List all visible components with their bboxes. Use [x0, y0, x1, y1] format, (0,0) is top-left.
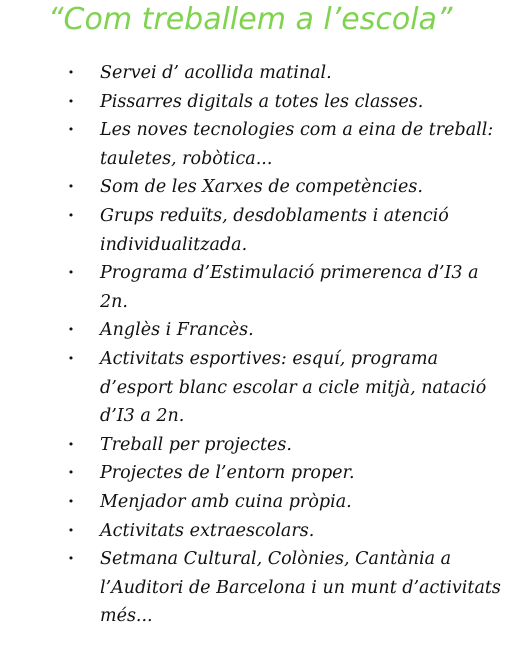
page-title: “Com treballem a l’escola”	[48, 2, 453, 37]
list-item	[64, 116, 504, 173]
list-item-text: Anglès i Francès.	[100, 320, 254, 341]
bullet-icon: •	[67, 94, 75, 108]
list-item-text: Activitats esportives: esquí, programa d’esport blanc escolar a cicle mitjà, natació d’I3 a 2n.	[100, 348, 487, 427]
bullet-list	[64, 59, 504, 631]
bullet-icon: •	[67, 180, 75, 194]
list-item	[64, 202, 504, 259]
bullet-icon: •	[67, 494, 75, 508]
list-item	[64, 259, 504, 316]
bullet-icon: •	[67, 123, 75, 137]
list-item-text: Projectes de l’entorn proper.	[100, 463, 355, 484]
list-item-text: Les noves tecnologies com a eina de treball: tauletes, robòtica...	[100, 120, 494, 169]
list-item-text: Grups reduïts, desdoblaments i atenció individualitzada.	[100, 205, 449, 255]
list-item-text: Setmana Cultural, Colònies, Cantània a l’Auditori de Barcelona i un munt d’activitats més...	[100, 549, 501, 627]
bullet-icon: •	[67, 208, 75, 222]
bullet-icon: •	[67, 323, 75, 337]
bullet-icon: •	[67, 66, 75, 79]
list-item	[64, 316, 504, 345]
list-item	[64, 545, 504, 631]
list-item-text: Activitats extraescolars.	[100, 520, 315, 541]
list-item	[64, 517, 504, 546]
list-item	[64, 173, 504, 202]
list-item	[64, 488, 504, 517]
bullet-icon: •	[67, 466, 75, 480]
bullet-icon: •	[67, 523, 75, 537]
bullet-icon: •	[67, 266, 75, 280]
list-item	[64, 345, 504, 431]
list-item	[64, 431, 504, 460]
list-item-text: Pissarres digitals a totes les classes.	[100, 91, 424, 112]
list-item-text: Menjador amb cuina pròpia.	[100, 491, 352, 512]
list-item-text: Programa d’Estimulació primerenca d’I3 a 2n.	[100, 263, 479, 312]
bullet-icon: •	[67, 437, 75, 451]
list-item-text: Treball per projectes.	[100, 434, 292, 455]
bullet-icon: •	[67, 351, 75, 365]
list-item-text: Som de les Xarxes de competències.	[100, 177, 423, 198]
list-item-text: Servei d’ acollida matinal.	[100, 63, 332, 83]
list-item	[64, 88, 504, 117]
list-item	[64, 59, 504, 88]
bullet-icon: •	[67, 552, 75, 566]
list-item	[64, 459, 504, 488]
